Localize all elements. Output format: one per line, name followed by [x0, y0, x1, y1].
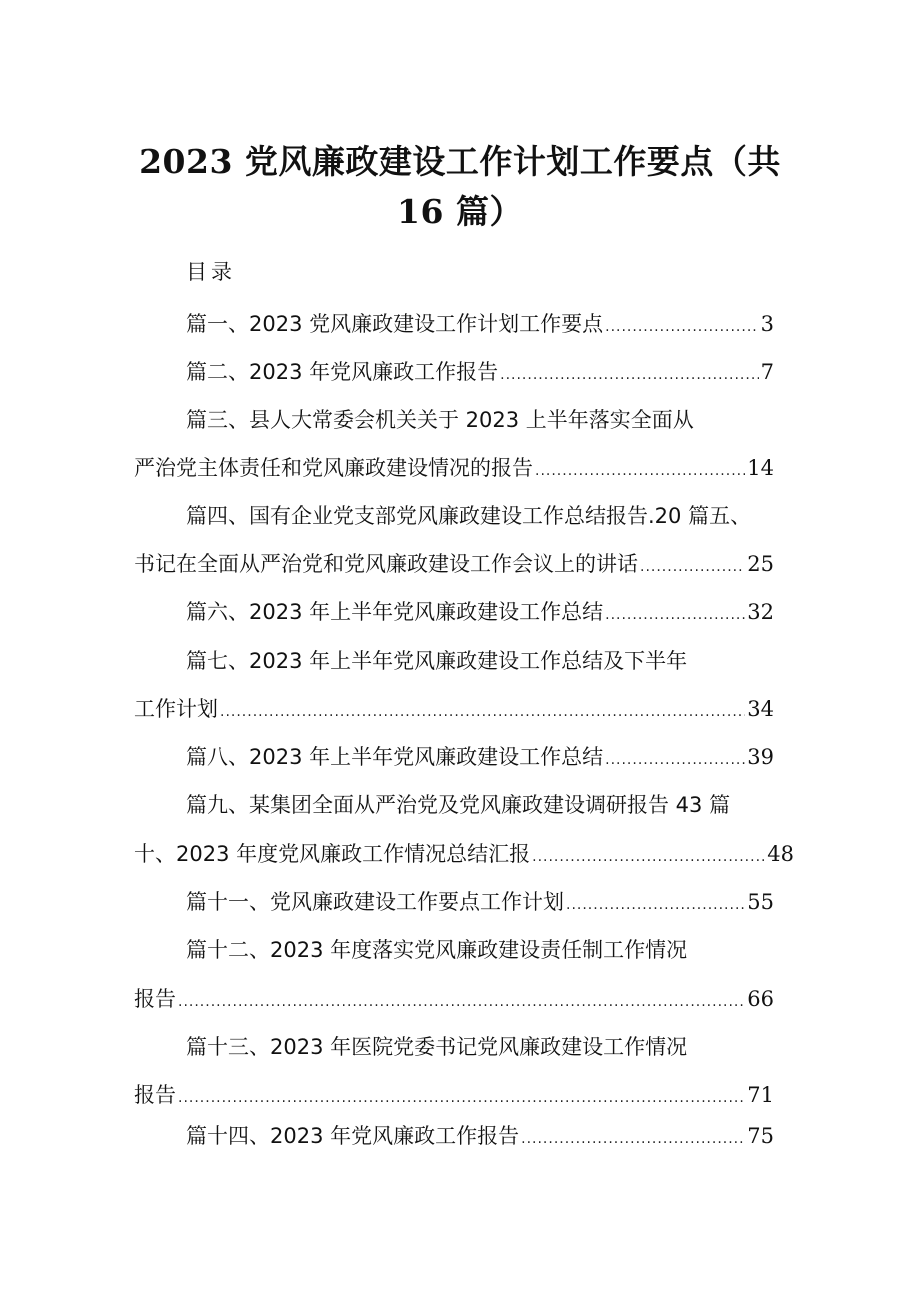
toc-entry-14[interactable] — [186, 1120, 774, 1150]
toc-entry-11[interactable] — [186, 886, 774, 916]
toc-entry-text: 报告 — [134, 987, 176, 1011]
toc-entry-text: 篇六、2023 年上半年党风廉政建设工作总结 — [186, 600, 604, 624]
toc-entry-text: 十、2023 年度党风廉政工作情况总结汇报 — [134, 842, 531, 866]
toc-entry-text: 篇一、2023 党风廉政建设工作计划工作要点 — [186, 312, 604, 336]
leader-dots — [500, 367, 759, 383]
toc-entry-page: 71 — [747, 1083, 774, 1107]
toc-entry-6[interactable] — [186, 596, 774, 626]
leader-dots — [605, 752, 745, 768]
toc-entry-13-line-1[interactable]: 篇十三、2023 年医院党委书记党风廉政建设工作情况 — [186, 1035, 688, 1059]
document-title-line-2: 16 篇） — [397, 192, 523, 231]
toc-entry-page: 48 — [767, 842, 794, 866]
toc-entry-5[interactable] — [134, 548, 774, 578]
toc-entry-12[interactable] — [134, 983, 774, 1013]
toc-entry-text: 工作计划 — [134, 697, 218, 721]
leader-dots — [605, 607, 745, 623]
leader-dots — [605, 319, 759, 335]
toc-entry-text: 书记在全面从严治党和党风廉政建设工作会议上的讲话 — [134, 552, 638, 576]
toc-entry-page: 3 — [760, 312, 774, 336]
leader-dots — [566, 897, 745, 913]
leader-dots — [521, 1131, 745, 1147]
document-title-line-1: 2023 党风廉政建设工作计划工作要点（共 — [139, 142, 781, 181]
toc-entry-text: 篇十四、2023 年党风廉政工作报告 — [186, 1124, 520, 1148]
toc-entry-7-line-1[interactable]: 篇七、2023 年上半年党风廉政建设工作总结及下半年 — [186, 649, 688, 673]
leader-dots — [532, 849, 765, 865]
toc-entry-13[interactable] — [134, 1079, 774, 1109]
toc-entry-page: 32 — [747, 600, 774, 624]
toc-entry-text: 篇十一、党风廉政建设工作要点工作计划 — [186, 890, 564, 914]
toc-entry-page: 39 — [747, 745, 774, 769]
leader-dots — [178, 1090, 745, 1106]
toc-entry-page: 34 — [747, 697, 774, 721]
toc-entry-page: 7 — [760, 360, 774, 384]
toc-entry-4-line-1[interactable]: 篇四、国有企业党支部党风廉政建设工作总结报告.20 篇五、 — [186, 504, 752, 528]
leader-dots — [640, 559, 745, 575]
toc-entry-2[interactable] — [186, 356, 774, 386]
toc-entry-page: 66 — [747, 987, 774, 1011]
toc-entry-8[interactable] — [186, 741, 774, 771]
toc-entry-page: 14 — [747, 456, 774, 480]
toc-entry-text: 篇二、2023 年党风廉政工作报告 — [186, 360, 499, 384]
toc-entry-10[interactable] — [134, 838, 794, 868]
toc-entry-page: 25 — [747, 552, 774, 576]
toc-entry-text: 报告 — [134, 1083, 176, 1107]
leader-dots — [220, 704, 745, 720]
toc-entry-page: 75 — [747, 1124, 774, 1148]
toc-entry-9-line-1[interactable]: 篇九、某集团全面从严治党及党风廉政建设调研报告 43 篇 — [186, 793, 731, 817]
toc-entry-1[interactable] — [186, 308, 774, 338]
toc-entry-text: 严治党主体责任和党风廉政建设情况的报告 — [134, 456, 533, 480]
leader-dots — [178, 994, 745, 1010]
toc-entry-12-line-1[interactable]: 篇十二、2023 年度落实党风廉政建设责任制工作情况 — [186, 938, 688, 962]
leader-dots — [535, 463, 745, 479]
toc-heading: 目录 — [186, 260, 236, 284]
toc-entry-7[interactable] — [134, 693, 774, 723]
toc-entry-3-line-1[interactable]: 篇三、县人大常委会机关关于 2023 上半年落实全面从 — [186, 408, 694, 432]
toc-entry-3[interactable] — [134, 452, 774, 482]
toc-entry-text: 篇八、2023 年上半年党风廉政建设工作总结 — [186, 745, 604, 769]
toc-entry-page: 55 — [747, 890, 774, 914]
